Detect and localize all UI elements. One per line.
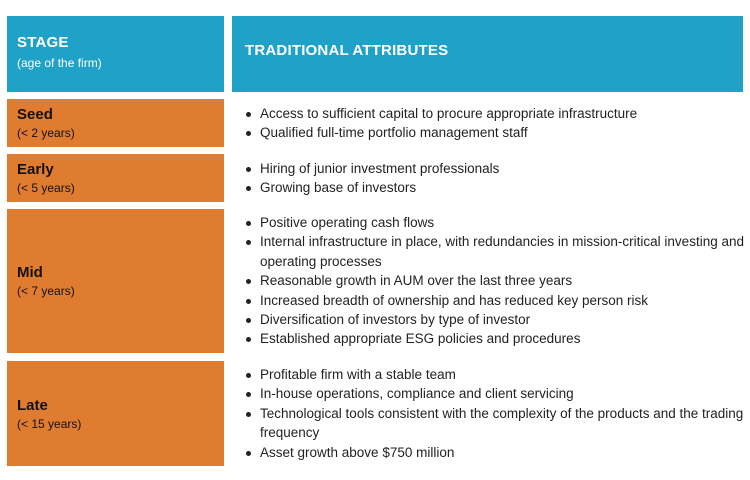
attribute-item: Internal infrastructure in place, with redundancies in mission-critical investing and operating processes bbox=[246, 232, 746, 271]
attribute-item: Profitable firm with a stable team bbox=[246, 365, 746, 384]
stage-name: Late bbox=[17, 396, 48, 414]
attribute-item: Technological tools consistent with the complexity of the products and the trading frequency bbox=[246, 404, 746, 443]
stage-age: (< 2 years) bbox=[17, 126, 75, 140]
attribute-item: Asset growth above $750 million bbox=[246, 443, 746, 462]
attribute-list-mid bbox=[246, 213, 746, 349]
stage-name: Mid bbox=[17, 264, 43, 281]
attribute-item: Diversification of investors by type of investor bbox=[246, 310, 746, 329]
attribute-item: Hiring of junior investment professionals bbox=[246, 159, 746, 178]
attribute-list-early bbox=[246, 159, 746, 198]
stage-header-title: STAGE bbox=[17, 34, 69, 51]
stage-name: Seed bbox=[17, 106, 53, 123]
attribute-list-late bbox=[246, 365, 746, 462]
attribute-item: Increased breadth of ownership and has reduced key person risk bbox=[246, 291, 746, 310]
stage-cell-seed bbox=[7, 99, 224, 147]
stage-age: (< 7 years) bbox=[17, 284, 75, 298]
stage-cell-late bbox=[7, 361, 224, 466]
stage-cell-early bbox=[7, 154, 224, 202]
attributes-header-title: TRADITIONAL ATTRIBUTES bbox=[245, 42, 449, 59]
attributes-header bbox=[232, 16, 743, 92]
stage-header-subtitle: (age of the firm) bbox=[17, 56, 102, 70]
stage-age: (< 15 years) bbox=[17, 416, 82, 431]
attribute-item: Qualified full-time portfolio management staff bbox=[246, 123, 746, 142]
stage-name: Early bbox=[17, 161, 54, 178]
attribute-item: Positive operating cash flows bbox=[246, 213, 746, 232]
stage-header bbox=[7, 16, 224, 92]
attribute-item: Reasonable growth in AUM over the last three years bbox=[246, 271, 746, 290]
attribute-list-seed bbox=[246, 104, 746, 143]
attribute-item: Growing base of investors bbox=[246, 178, 746, 197]
attribute-item: Established appropriate ESG policies and procedures bbox=[246, 329, 746, 348]
attribute-item: Access to sufficient capital to procure appropriate infrastructure bbox=[246, 104, 746, 123]
stage-age: (< 5 years) bbox=[17, 181, 75, 195]
stage-cell-mid bbox=[7, 209, 224, 353]
attribute-item: In-house operations, compliance and client servicing bbox=[246, 384, 746, 403]
